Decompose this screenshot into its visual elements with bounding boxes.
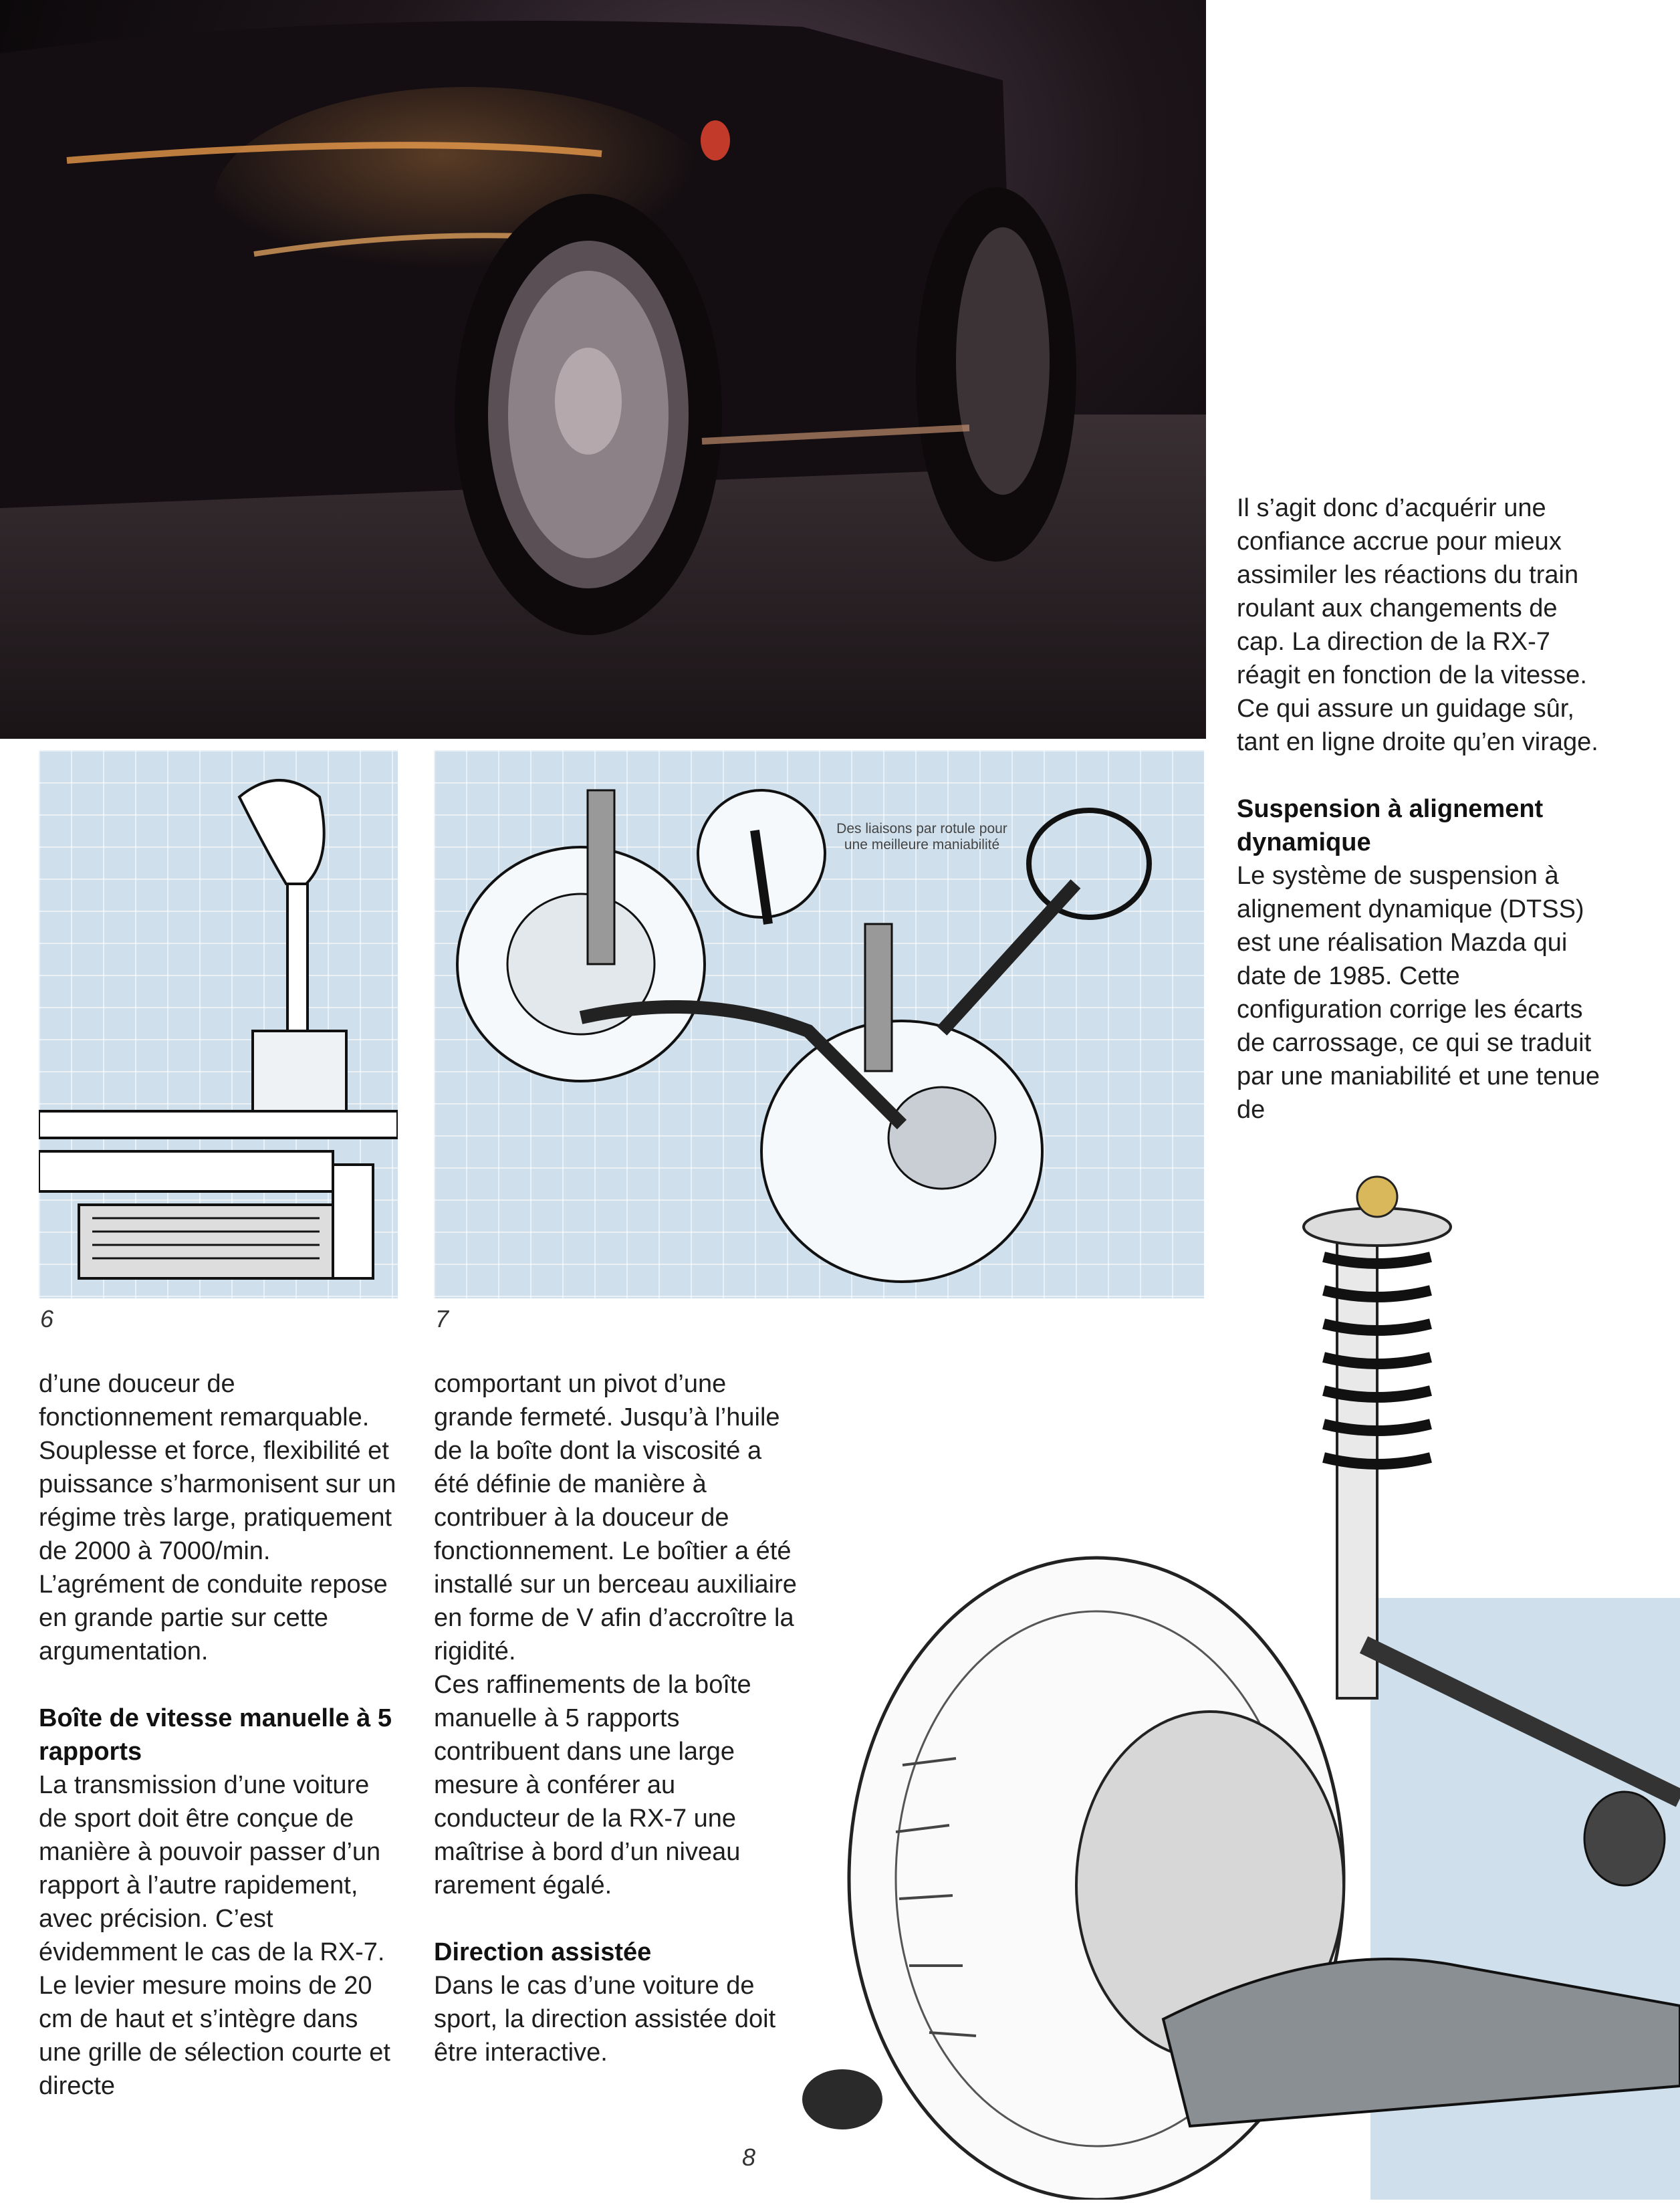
car-wheel-photo: [0, 0, 1206, 739]
page-number: 8: [742, 2143, 756, 2171]
figure-6-gearbox-diagram: [39, 750, 398, 1298]
right-column: [1237, 491, 1608, 1127]
gearbox-heading: Boîte de vitesse manuelle à 5 rapports: [39, 1704, 392, 1766]
car-photo-illustration: [0, 0, 1206, 739]
figure-8-suspension-illustration: [789, 1163, 1680, 2200]
middle-column: [434, 1367, 798, 2069]
middle-paragraph-1: comportant un pivot d’une grande fermeté. Jusqu’à l’huile de la boîte dont la viscosité a été définie de manière à contribuer à la douceur de fonctionnement. Le boîtier a été installé sur un berceau auxiliaire en forme de V afin d’accroître la rigidité.: [434, 1370, 797, 1665]
gearbox-paragraph: La transmission d’une voiture de sport doit être conçue de manière à pouvoir passer d’un rapport à l’autre rapidement, avec précision. C’est évidemment le cas de la RX-7. Le levier mesure moins de 20 cm de haut et s’intègre dans une grille de sélection courte et directe: [39, 1771, 390, 2100]
middle-paragraph-2: Ces raffinements de la boîte manuelle à 5 rapports contribuent dans une large mesure à conférer au conducteur de la RX-7 une maîtrise à bord d’un niveau rarement égalé.: [434, 1671, 751, 1899]
right-intro-paragraph: Il s’agit donc d’acquérir une confiance accrue pour mieux assimiler les réactions du train roulant aux changements de cap. La direction de la RX-7 réagit en fonction de la vitesse. Ce qui assure un guidage sûr, tant en ligne droite qu’en virage.: [1237, 494, 1598, 756]
steering-heading: Direction assistée: [434, 1938, 652, 1966]
steering-paragraph: Dans le cas d’une voiture de sport, la direction assistée doit être interactive.: [434, 1972, 776, 2067]
left-intro-paragraph: d’une douceur de fonctionnement remarquable. Souplesse et force, flexibilité et puissance s’harmonisent sur un régime très large, pratiquement de 2000 à 7000/min. L’agrément de conduite repose en grande partie sur cette argumentation.: [39, 1370, 396, 1665]
suspension-paragraph: Le système de suspension à alignement dynamique (DTSS) est une réalisation Mazda qui date de 1985. Cette configuration corrige les écarts de carrossage, ce qui se traduit par une maniabilité et une tenue de: [1237, 862, 1600, 1124]
figure-7-number: 7: [435, 1305, 449, 1332]
rear-wheel: [916, 187, 1076, 562]
suspension-heading: Suspension à alignement dynamique: [1237, 795, 1544, 856]
figure-7-callout: Des liaisons par rotule pour une meilleure maniabilité: [836, 821, 1007, 852]
front-wheel: [455, 194, 722, 635]
gearbox-illustration: [39, 750, 398, 1298]
figure-6-number: 6: [40, 1305, 54, 1332]
left-column: [39, 1367, 403, 2103]
suspension-cutaway-illustration: [789, 1163, 1680, 2200]
